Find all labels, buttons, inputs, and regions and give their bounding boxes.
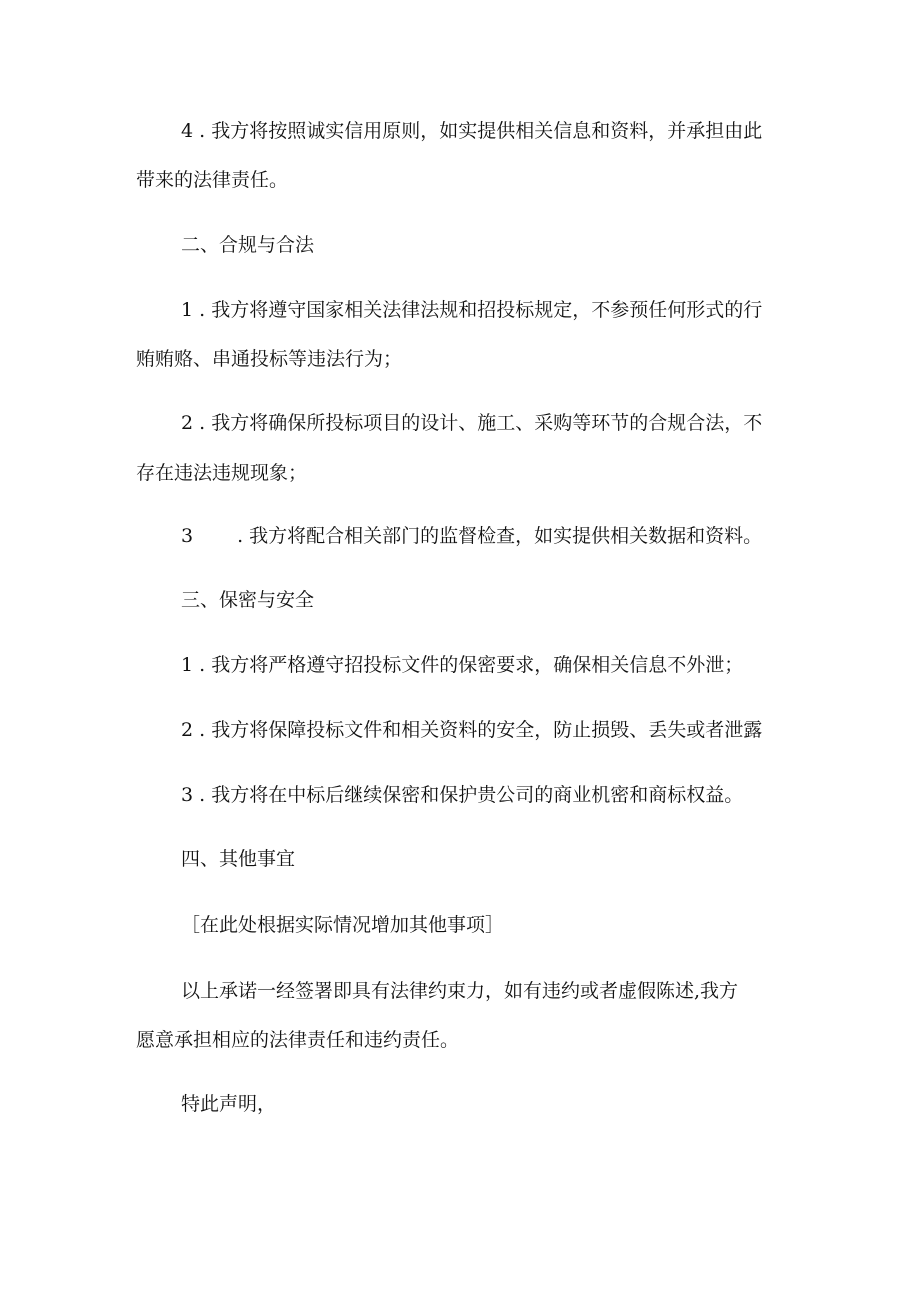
section2-item2-line2: 存在违法违规现象； <box>136 462 308 484</box>
section4-heading: 四、其他事宜 <box>181 848 296 870</box>
item4-line2: 带来的法律责任。 <box>136 169 289 191</box>
section3-heading: 三、保密与安全 <box>181 589 315 611</box>
section2-item3 <box>181 527 762 546</box>
section3-item2: 2 . 我方将保障投标文件和相关资料的安全，防止损毁、丢失或者泄露 <box>181 719 763 741</box>
section2-item3-text: . 我方将配合相关部门的监督检查，如实提供相关数据和资料。 <box>237 525 763 547</box>
closing-line1: 以上承诺一经签署即具有法律约束力，如有违约或者虚假陈述,我方 <box>181 980 739 1002</box>
section3-item3: 3 . 我方将在中标后继续保密和保护贵公司的商业机密和商标权益。 <box>181 784 744 806</box>
closing-line2: 愿意承担相应的法律责任和违约责任。 <box>136 1029 460 1051</box>
section2-heading: 二、合规与合法 <box>181 234 315 256</box>
section4-placeholder: ［在此处根据实际情况增加其他事项］ <box>181 914 505 936</box>
section2-item3-number: 3 <box>181 525 194 547</box>
item4-line1: 4 . 我方将按照诚实信用原则，如实提供相关信息和资料，并承担由此 <box>181 120 763 142</box>
section2-item2-line1: 2 . 我方将确保所投标项目的设计、施工、采购等环节的合规合法，不 <box>181 412 763 434</box>
section2-item1-line2: 贿贿赂、串通投标等违法行为； <box>136 348 403 370</box>
section3-item1: 1 . 我方将严格遵守招投标文件的保密要求，确保相关信息不外泄； <box>181 654 744 676</box>
closing-declaration: 特此声明， <box>181 1093 277 1115</box>
section2-item1-line1: 1 . 我方将遵守国家相关法律法规和招投标规定，不参预任何形式的行 <box>181 299 763 321</box>
